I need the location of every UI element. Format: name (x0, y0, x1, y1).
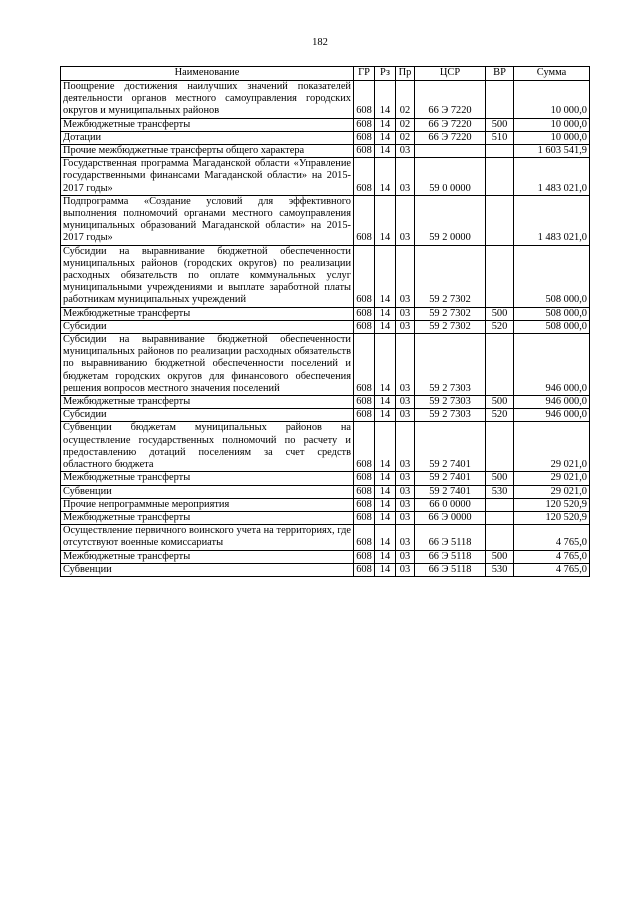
col-header-vr: ВР (486, 67, 514, 81)
cell-gr: 608 (354, 409, 375, 422)
cell-gr: 608 (354, 334, 375, 396)
page-number: 182 (312, 37, 328, 48)
cell-sum: 508 000,0 (514, 307, 590, 320)
cell-rz: 14 (375, 307, 396, 320)
table-row (61, 511, 590, 524)
cell-csr: 59 2 7302 (415, 307, 486, 320)
cell-pr: 03 (396, 422, 415, 472)
table-row (61, 472, 590, 485)
cell-vr (486, 81, 514, 119)
cell-csr: 66 Э 5118 (415, 525, 486, 550)
cell-sum: 10 000,0 (514, 81, 590, 119)
cell-csr: 59 2 7302 (415, 320, 486, 333)
cell-sum: 1 483 021,0 (514, 158, 590, 196)
cell-rz: 14 (375, 422, 396, 472)
cell-vr: 520 (486, 320, 514, 333)
cell-pr: 03 (396, 320, 415, 333)
cell-csr: 59 2 7401 (415, 472, 486, 485)
budget-table (60, 66, 590, 577)
cell-rz: 14 (375, 409, 396, 422)
cell-name: Межбюджетные трансферты (61, 307, 354, 320)
cell-gr: 608 (354, 320, 375, 333)
cell-gr: 608 (354, 131, 375, 144)
cell-name: Субвенции (61, 563, 354, 576)
cell-vr: 500 (486, 118, 514, 131)
cell-gr: 608 (354, 245, 375, 307)
table-row (61, 320, 590, 333)
cell-rz: 14 (375, 118, 396, 131)
table-row (61, 485, 590, 498)
cell-gr: 608 (354, 396, 375, 409)
cell-gr: 608 (354, 511, 375, 524)
cell-vr: 510 (486, 131, 514, 144)
cell-rz: 14 (375, 485, 396, 498)
cell-name: Субвенции бюджетам муниципальных районов на осуществление государственных полномочий по расчету и предоставлению дотаций поселениям за счет средств областного бюджета (61, 422, 354, 472)
cell-rz: 14 (375, 472, 396, 485)
cell-sum: 1 483 021,0 (514, 195, 590, 245)
table-row (61, 334, 590, 396)
cell-pr: 03 (396, 511, 415, 524)
cell-name: Прочие межбюджетные трансферты общего характера (61, 145, 354, 158)
cell-sum: 10 000,0 (514, 131, 590, 144)
cell-name: Субсидии (61, 320, 354, 333)
table-row (61, 550, 590, 563)
cell-rz: 14 (375, 334, 396, 396)
cell-name: Прочие непрограммные мероприятия (61, 498, 354, 511)
cell-sum: 120 520,9 (514, 511, 590, 524)
cell-rz: 14 (375, 511, 396, 524)
table-row (61, 563, 590, 576)
col-header-sum: Сумма (514, 67, 590, 81)
table-header-row (61, 67, 590, 81)
cell-vr (486, 422, 514, 472)
cell-rz: 14 (375, 195, 396, 245)
cell-rz: 14 (375, 81, 396, 119)
cell-pr: 03 (396, 485, 415, 498)
table-row (61, 245, 590, 307)
cell-sum: 29 021,0 (514, 422, 590, 472)
cell-vr (486, 498, 514, 511)
cell-csr: 66 Э 0000 (415, 511, 486, 524)
cell-pr: 03 (396, 245, 415, 307)
cell-csr: 59 2 7401 (415, 422, 486, 472)
cell-gr: 608 (354, 498, 375, 511)
cell-vr (486, 511, 514, 524)
cell-name: Межбюджетные трансферты (61, 118, 354, 131)
col-header-name: Наименование (61, 67, 354, 81)
cell-pr: 03 (396, 525, 415, 550)
cell-gr: 608 (354, 525, 375, 550)
table-row (61, 158, 590, 196)
cell-gr: 608 (354, 485, 375, 498)
cell-name: Поощрение достижения наилучших значений показателей деятельности органов местного самоуправления городских округов и муниципальных районов (61, 81, 354, 119)
cell-sum: 946 000,0 (514, 396, 590, 409)
cell-sum: 29 021,0 (514, 485, 590, 498)
cell-csr: 66 Э 7220 (415, 131, 486, 144)
cell-pr: 03 (396, 396, 415, 409)
cell-gr: 608 (354, 158, 375, 196)
cell-name: Межбюджетные трансферты (61, 472, 354, 485)
cell-csr: 59 2 7303 (415, 334, 486, 396)
cell-sum: 508 000,0 (514, 320, 590, 333)
cell-vr: 530 (486, 485, 514, 498)
cell-pr: 03 (396, 307, 415, 320)
cell-rz: 14 (375, 563, 396, 576)
cell-csr: 66 Э 7220 (415, 81, 486, 119)
table-row (61, 118, 590, 131)
cell-gr: 608 (354, 307, 375, 320)
cell-vr (486, 525, 514, 550)
table-row (61, 498, 590, 511)
table-row (61, 307, 590, 320)
cell-gr: 608 (354, 472, 375, 485)
cell-pr: 02 (396, 118, 415, 131)
cell-csr: 59 2 7401 (415, 485, 486, 498)
cell-csr: 59 2 0000 (415, 195, 486, 245)
cell-csr: 66 0 0000 (415, 498, 486, 511)
cell-csr: 59 0 0000 (415, 158, 486, 196)
cell-gr: 608 (354, 118, 375, 131)
cell-name: Межбюджетные трансферты (61, 396, 354, 409)
cell-vr: 500 (486, 396, 514, 409)
cell-rz: 14 (375, 145, 396, 158)
cell-csr: 66 Э 7220 (415, 118, 486, 131)
table-row (61, 409, 590, 422)
table-row (61, 195, 590, 245)
cell-csr: 59 2 7303 (415, 409, 486, 422)
table-row (61, 525, 590, 550)
cell-pr: 02 (396, 81, 415, 119)
cell-gr: 608 (354, 563, 375, 576)
cell-sum: 508 000,0 (514, 245, 590, 307)
cell-pr: 03 (396, 563, 415, 576)
col-header-gr: ГР (354, 67, 375, 81)
cell-pr: 03 (396, 145, 415, 158)
cell-rz: 14 (375, 550, 396, 563)
table-row (61, 145, 590, 158)
cell-vr: 500 (486, 472, 514, 485)
cell-rz: 14 (375, 320, 396, 333)
table-body (61, 81, 590, 577)
cell-gr: 608 (354, 422, 375, 472)
cell-rz: 14 (375, 525, 396, 550)
cell-pr: 03 (396, 334, 415, 396)
cell-gr: 608 (354, 81, 375, 119)
cell-name: Межбюджетные трансферты (61, 511, 354, 524)
table-row (61, 422, 590, 472)
table-row (61, 131, 590, 144)
cell-pr: 02 (396, 131, 415, 144)
cell-name: Подпрограмма «Создание условий для эффективного выполнения полномочий органами местного самоуправления муниципальных образований Магаданской области» на 2015-2017 годы» (61, 195, 354, 245)
col-header-rz: Рз (375, 67, 396, 81)
cell-gr: 608 (354, 550, 375, 563)
cell-sum: 946 000,0 (514, 334, 590, 396)
cell-name: Субсидии на выравнивание бюджетной обеспеченности муниципальных районов (городских округов) по реализации расходных обязательств по оплате коммунальных услуг муниципальными учреждениями и выплате заработной платы работникам муниципальных учреждений (61, 245, 354, 307)
cell-name: Субсидии (61, 409, 354, 422)
cell-gr: 608 (354, 145, 375, 158)
cell-vr (486, 145, 514, 158)
cell-pr: 03 (396, 498, 415, 511)
cell-csr: 59 2 7303 (415, 396, 486, 409)
cell-rz: 14 (375, 245, 396, 307)
cell-name: Субвенции (61, 485, 354, 498)
cell-rz: 14 (375, 498, 396, 511)
cell-sum: 10 000,0 (514, 118, 590, 131)
cell-rz: 14 (375, 396, 396, 409)
cell-sum: 4 765,0 (514, 550, 590, 563)
cell-vr (486, 245, 514, 307)
cell-rz: 14 (375, 158, 396, 196)
cell-pr: 03 (396, 409, 415, 422)
cell-csr: 59 2 7302 (415, 245, 486, 307)
cell-vr (486, 158, 514, 196)
cell-pr: 03 (396, 195, 415, 245)
cell-vr: 530 (486, 563, 514, 576)
cell-name: Дотации (61, 131, 354, 144)
cell-csr (415, 145, 486, 158)
cell-csr: 66 Э 5118 (415, 550, 486, 563)
cell-vr: 500 (486, 550, 514, 563)
cell-vr: 500 (486, 307, 514, 320)
table-row (61, 81, 590, 119)
cell-sum: 946 000,0 (514, 409, 590, 422)
cell-sum: 1 603 541,9 (514, 145, 590, 158)
cell-name: Субсидии на выравнивание бюджетной обеспеченности муниципальных районов по реализации расходных обязательств по выравниванию бюджетной обеспеченности поселений и бюджетам городских округов для финансового обеспечения решения вопросов местного значения поселений (61, 334, 354, 396)
cell-sum: 4 765,0 (514, 525, 590, 550)
cell-name: Государственная программа Магаданской области «Управление государственными финансами Магаданской области» на 2015-2017 годы» (61, 158, 354, 196)
col-header-csr: ЦСР (415, 67, 486, 81)
cell-name: Осуществление первичного воинского учета на территориях, где отсутствуют военные комиссариаты (61, 525, 354, 550)
cell-vr: 520 (486, 409, 514, 422)
cell-vr (486, 334, 514, 396)
cell-gr: 608 (354, 195, 375, 245)
cell-sum: 29 021,0 (514, 472, 590, 485)
cell-sum: 120 520,9 (514, 498, 590, 511)
cell-csr: 66 Э 5118 (415, 563, 486, 576)
cell-name: Межбюджетные трансферты (61, 550, 354, 563)
cell-pr: 03 (396, 472, 415, 485)
cell-sum: 4 765,0 (514, 563, 590, 576)
cell-pr: 03 (396, 550, 415, 563)
cell-rz: 14 (375, 131, 396, 144)
table-row (61, 396, 590, 409)
col-header-pr: Пр (396, 67, 415, 81)
cell-vr (486, 195, 514, 245)
cell-pr: 03 (396, 158, 415, 196)
